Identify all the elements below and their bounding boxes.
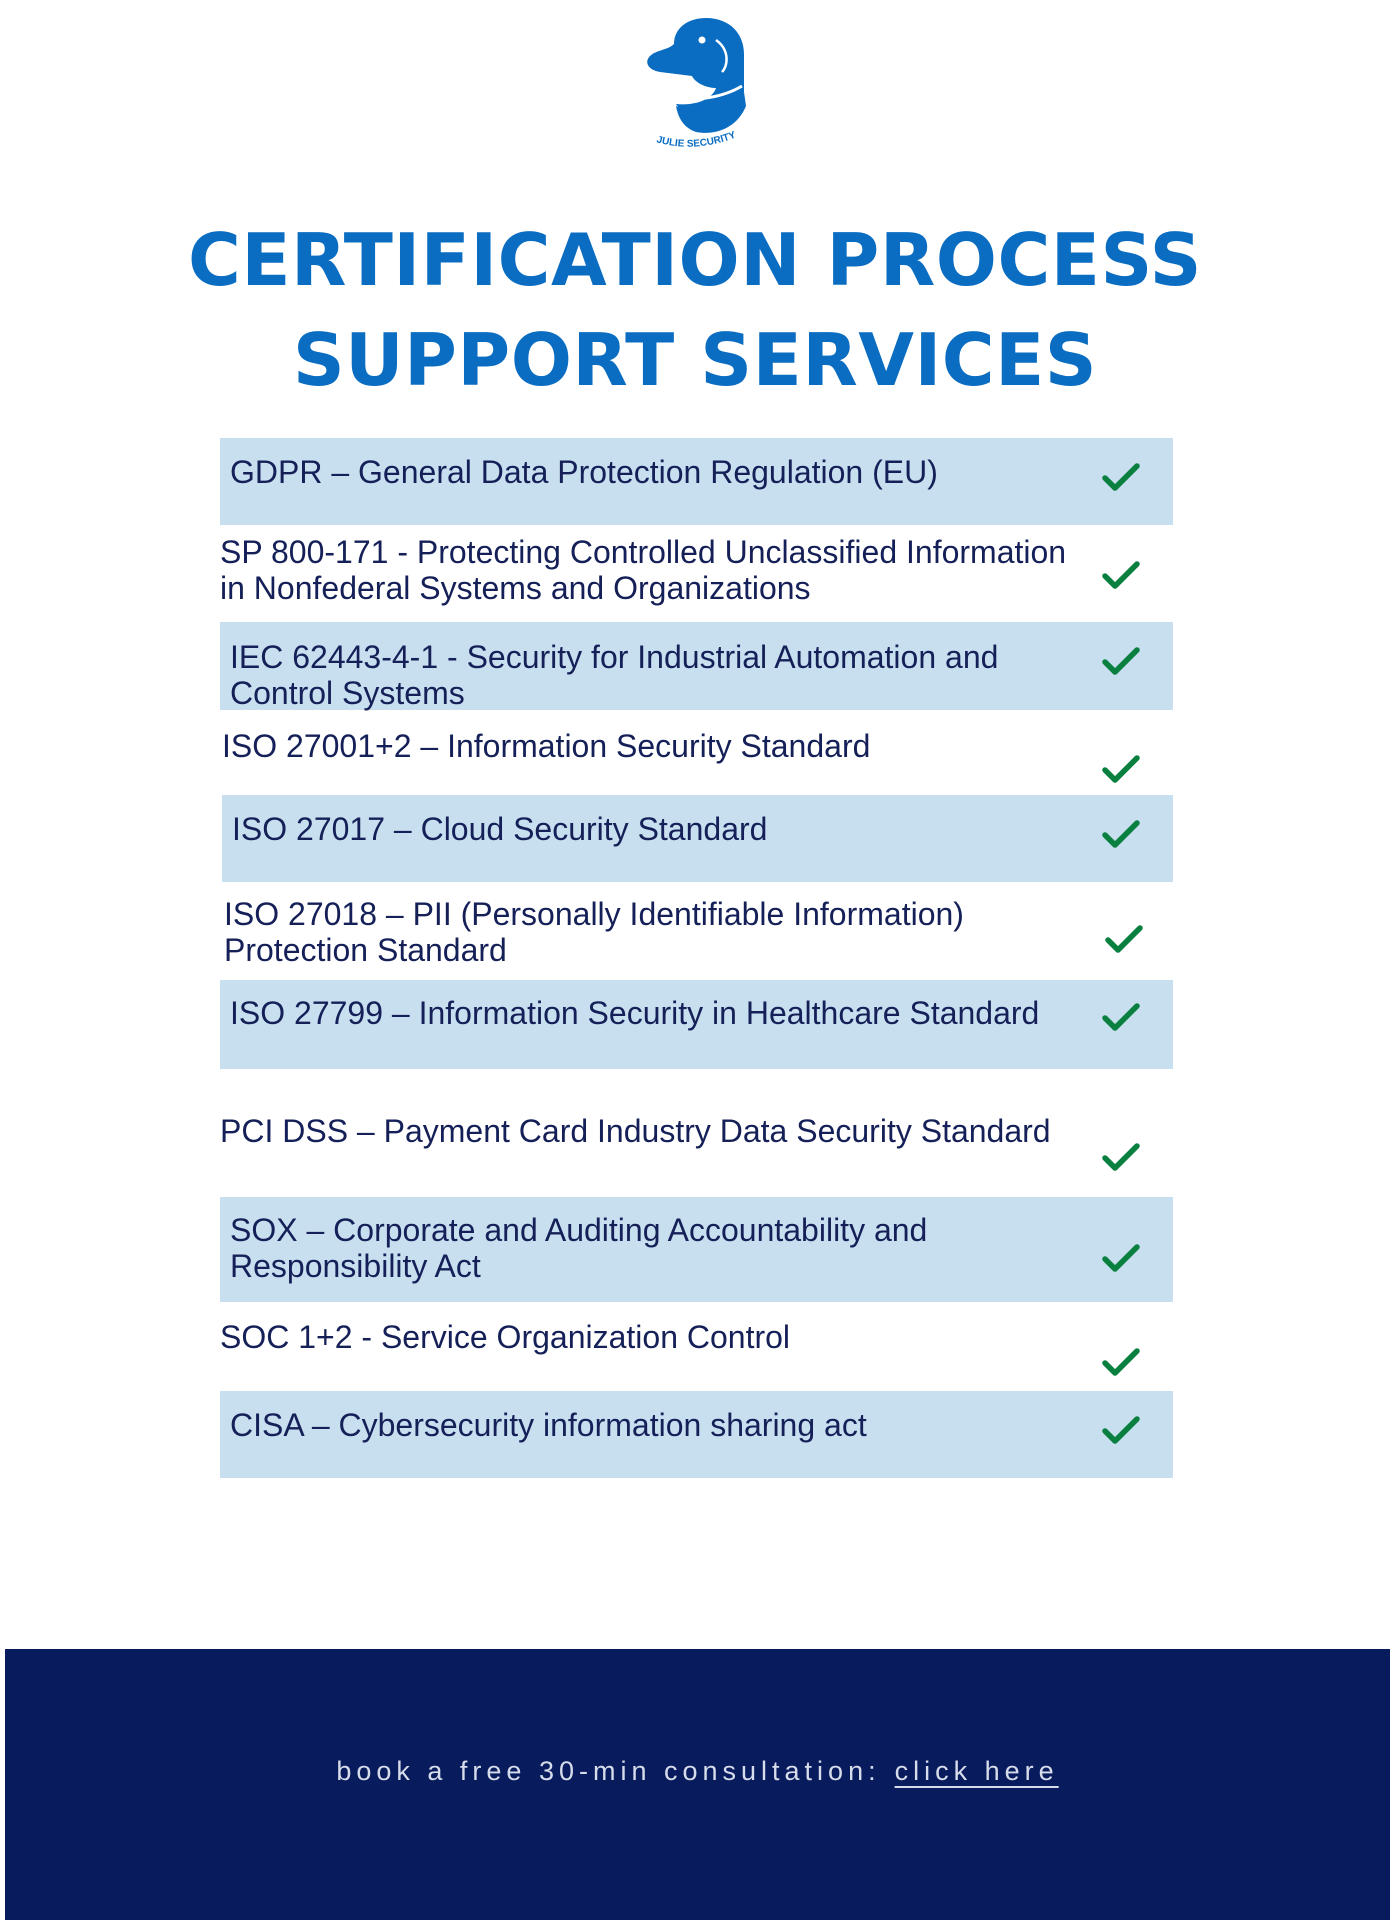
page-title xyxy=(0,210,1390,410)
page-title-line-1: CERTIFICATION PROCESS xyxy=(188,218,1202,302)
checkmark-icon xyxy=(1105,924,1143,954)
service-label: ISO 27018 – PII (Personally Identifiable Information) Protection Standard xyxy=(224,896,964,968)
dog-head-icon xyxy=(630,10,760,160)
checkmark-icon xyxy=(1102,560,1140,590)
service-row-pci-dss xyxy=(220,1069,1173,1197)
service-label: IEC 62443-4-1 - Security for Industrial Automation and Control Systems xyxy=(230,639,999,711)
checkmark-icon xyxy=(1102,819,1140,849)
service-label: CISA – Cybersecurity information sharing act xyxy=(230,1407,867,1443)
service-row-iec-62443 xyxy=(220,622,1173,710)
checkmark-icon xyxy=(1102,1243,1140,1273)
service-label: GDPR – General Data Protection Regulation (EU) xyxy=(230,454,938,490)
service-row-iso-27001 xyxy=(220,710,1173,795)
service-row-sp-800-171 xyxy=(220,525,1173,622)
checkmark-icon xyxy=(1102,1415,1140,1445)
service-row-iso-27017 xyxy=(222,795,1173,882)
service-label: ISO 27017 – Cloud Security Standard xyxy=(232,811,768,847)
checkmark-icon xyxy=(1102,646,1140,676)
service-row-iso-27799 xyxy=(220,980,1173,1069)
consultation-prompt: book a free 30-min consultation: xyxy=(336,1756,881,1786)
service-label: PCI DSS – Payment Card Industry Data Security Standard xyxy=(220,1113,1051,1149)
service-label: SOC 1+2 - Service Organization Control xyxy=(220,1319,791,1355)
julie-security-logo xyxy=(630,10,760,160)
checkmark-icon xyxy=(1102,1002,1140,1032)
service-label: ISO 27799 – Information Security in Healthcare Standard xyxy=(230,995,1040,1031)
service-row-gdpr xyxy=(220,438,1173,525)
checkmark-icon xyxy=(1102,1142,1140,1172)
service-row-cisa xyxy=(220,1391,1173,1478)
service-label: SOX – Corporate and Auditing Accountability and Responsibility Act xyxy=(230,1212,928,1284)
checkmark-icon xyxy=(1102,754,1140,784)
service-row-sox xyxy=(220,1197,1173,1302)
service-label: ISO 27001+2 – Information Security Standard xyxy=(222,728,871,764)
service-label: SP 800-171 - Protecting Controlled Unclassified Information in Nonfederal Systems and Organizations xyxy=(220,534,1067,606)
logo-text: JULIE SECURITY xyxy=(655,129,738,150)
page-title-line-2: SUPPORT SERVICES xyxy=(292,318,1098,402)
checkmark-icon xyxy=(1102,462,1140,492)
click-here-link[interactable]: click here xyxy=(894,1756,1059,1786)
checkmark-icon xyxy=(1102,1347,1140,1377)
service-row-iso-27018 xyxy=(220,882,1173,980)
consultation-cta xyxy=(5,1756,1390,1787)
footer-banner xyxy=(5,1649,1390,1920)
service-row-soc xyxy=(220,1302,1173,1391)
